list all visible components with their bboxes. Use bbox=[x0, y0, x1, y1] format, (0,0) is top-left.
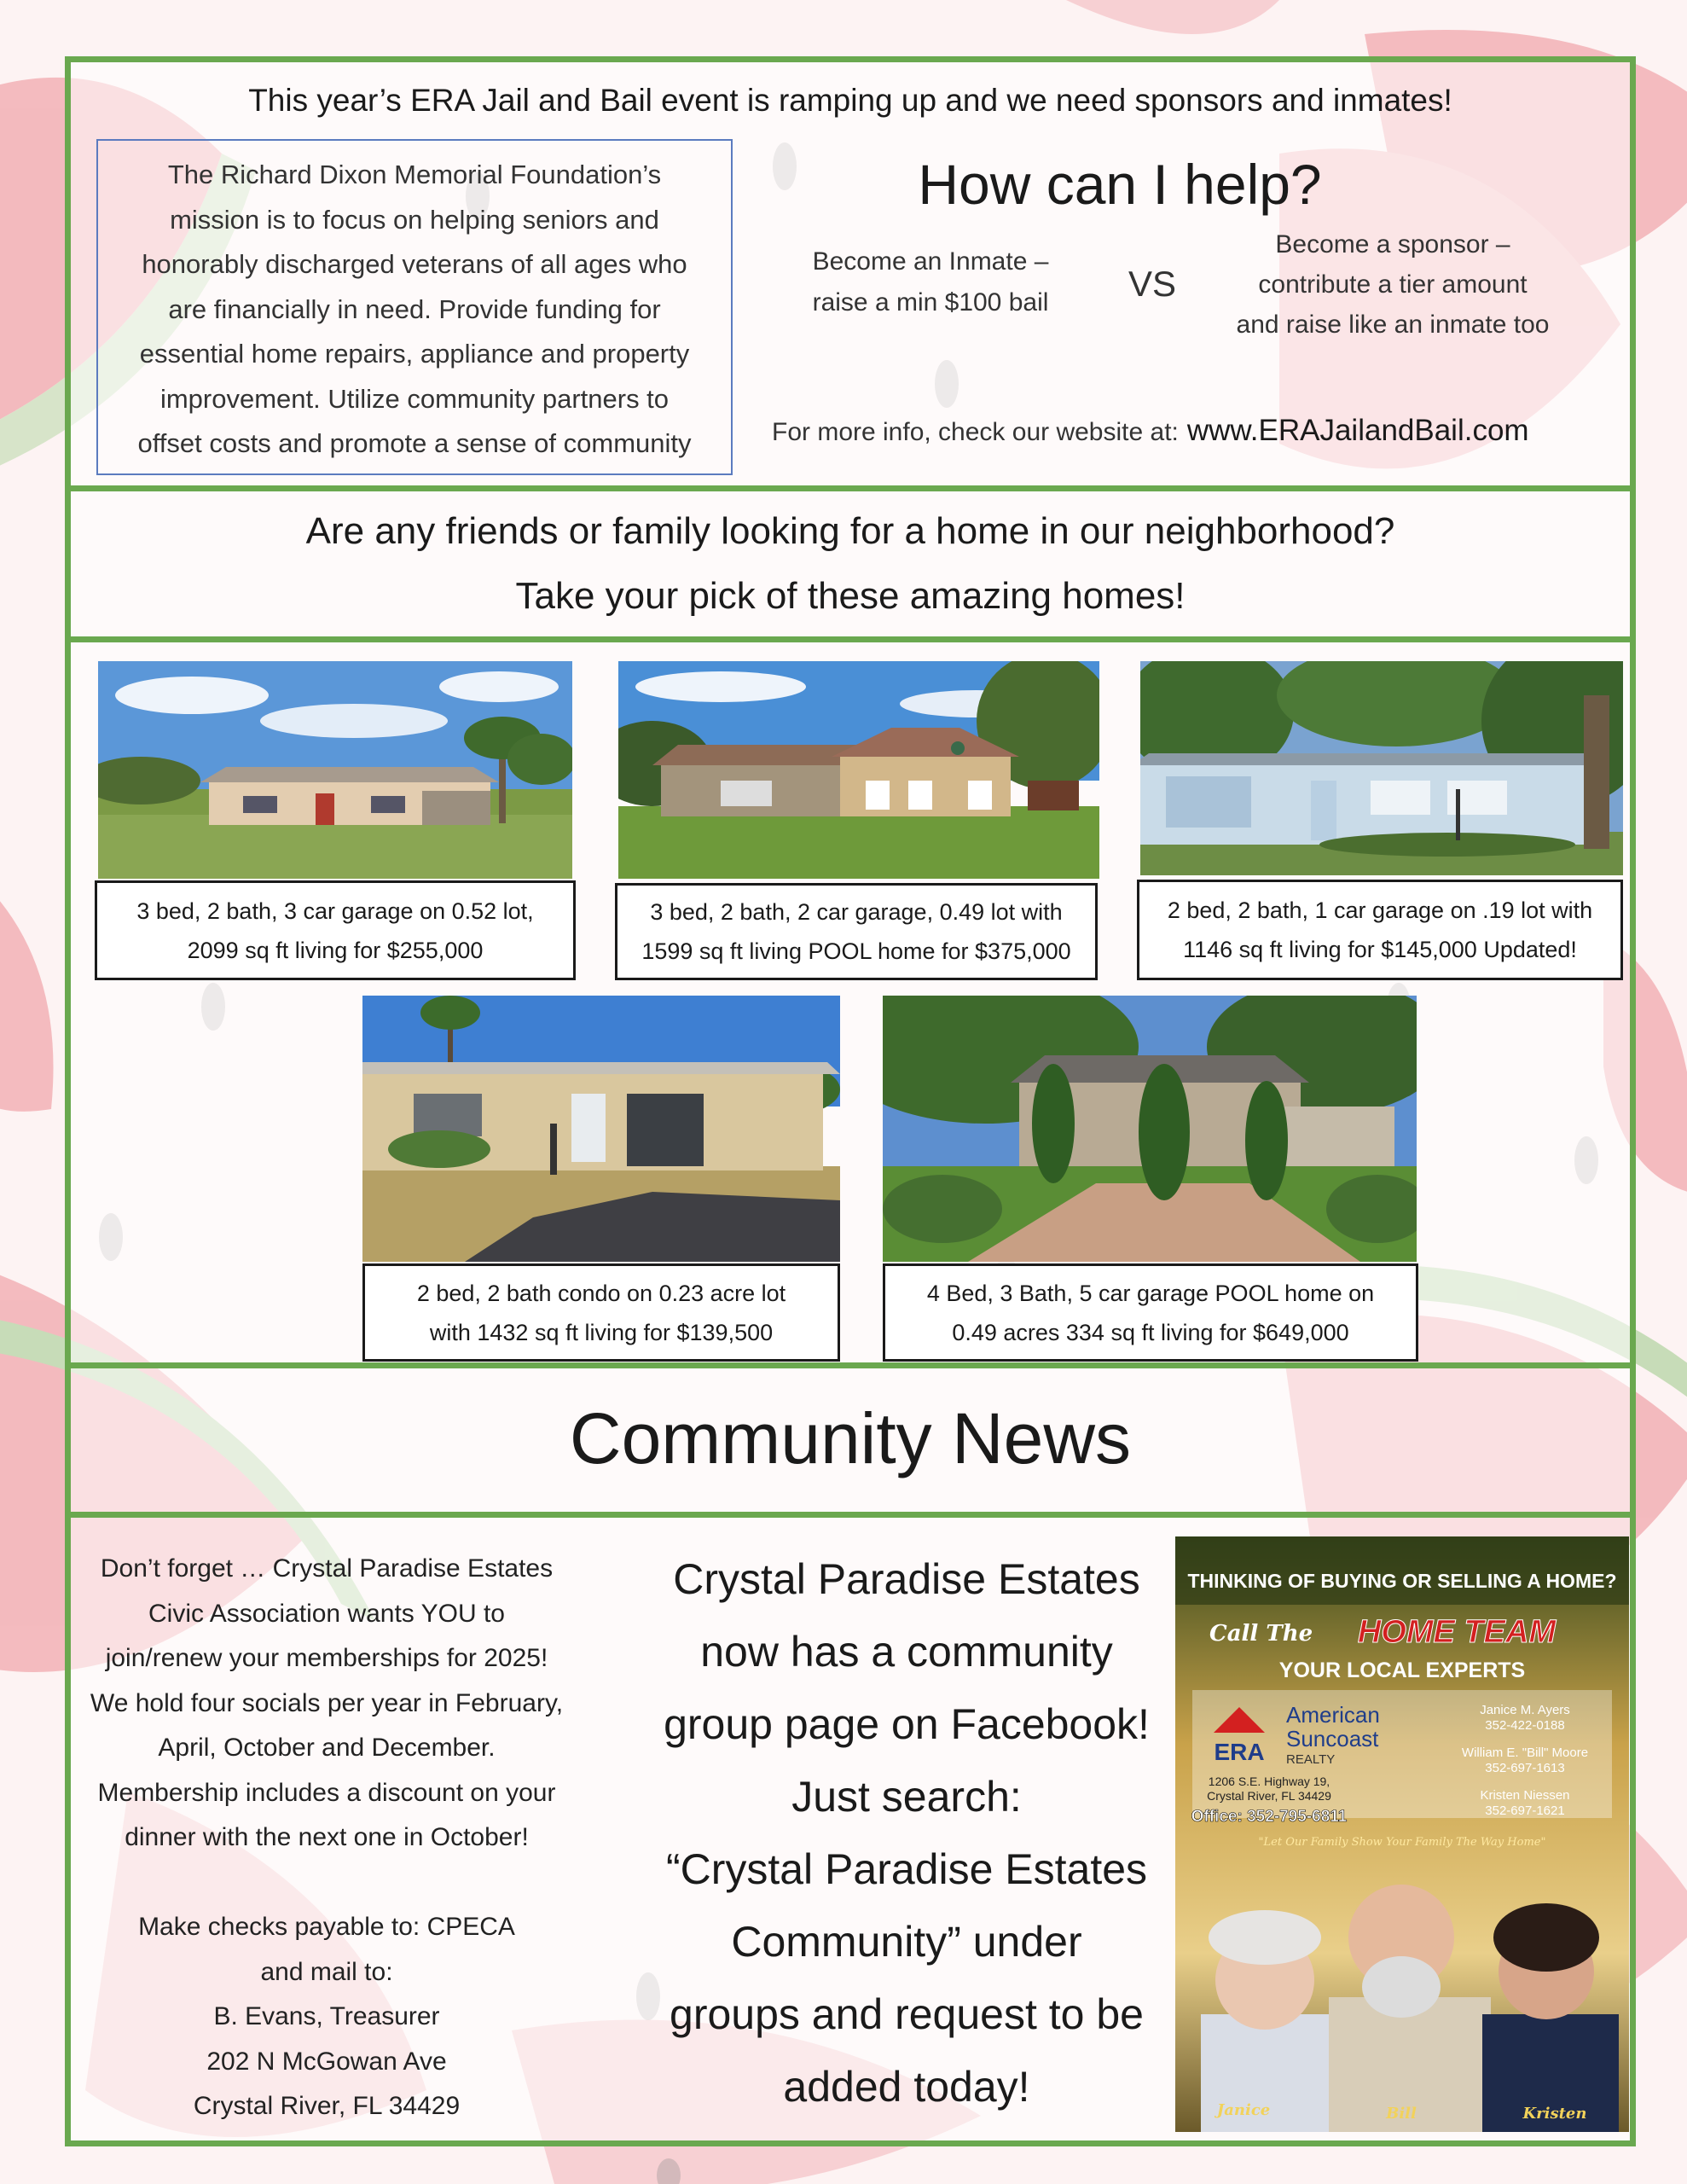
membership-spacer bbox=[88, 1861, 565, 1906]
listing-line: with 1432 sq ft living for $139,500 bbox=[429, 1319, 774, 1345]
listing-line: 4 Bed, 3 Bath, 5 car garage POOL home on bbox=[926, 1280, 1375, 1306]
membership-line: join/renew your memberships for 2025! bbox=[105, 1644, 548, 1672]
listing-line: 2099 sq ft living for $255,000 bbox=[187, 937, 484, 963]
listing-line: 1599 sq ft living POOL home for $375,000 bbox=[641, 938, 1071, 964]
listing-photo-2 bbox=[618, 661, 1099, 879]
facebook-line: “Crystal Paradise Estates bbox=[665, 1845, 1148, 1893]
membership-line: Membership includes a discount on your bbox=[97, 1778, 556, 1807]
facebook-line: group page on Facebook! bbox=[664, 1700, 1150, 1748]
more-info-text: For more info, check our website at: bbox=[772, 418, 1179, 446]
ad-name-janice: Janice bbox=[1216, 2101, 1271, 2119]
home-team-advertisement bbox=[1175, 1536, 1629, 2132]
mission-line: mission is to focus on helping seniors and bbox=[170, 204, 659, 235]
ad-name-kristen: Kristen bbox=[1522, 2105, 1587, 2123]
listing-line: 3 bed, 2 bath, 2 car garage, 0.49 lot with bbox=[650, 899, 1063, 925]
facebook-line: groups and request to be bbox=[670, 1990, 1144, 2038]
jail-and-bail-section bbox=[65, 56, 1636, 491]
listing-caption-1 bbox=[95, 880, 576, 980]
ad-agent3-name: Kristen Niessen bbox=[1480, 1788, 1570, 1803]
homes-intro-section bbox=[65, 485, 1636, 642]
facebook-line: Community” under bbox=[731, 1918, 1082, 1966]
facebook-line: Just search: bbox=[791, 1773, 1022, 1821]
ad-agent1-phone: 352-422-0188 bbox=[1485, 1718, 1565, 1733]
facebook-group-notice bbox=[634, 1543, 1180, 2123]
mission-line: The Richard Dixon Memorial Foundation’s bbox=[167, 160, 662, 189]
ad-address1: 1206 S.E. Highway 19, bbox=[1208, 1774, 1330, 1788]
listing-line: 3 bed, 2 bath, 3 car garage on 0.52 lot, bbox=[136, 897, 534, 924]
ad-address2: Crystal River, FL 34429 bbox=[1207, 1789, 1331, 1803]
ad-name-bill: Bill bbox=[1386, 2105, 1417, 2123]
community-news-header bbox=[65, 1362, 1636, 1518]
listing-caption-5 bbox=[883, 1263, 1418, 1362]
inmate-line: Become an Inmate – bbox=[812, 247, 1049, 276]
listings-section bbox=[65, 636, 1636, 1368]
listing-photo-5 bbox=[883, 996, 1417, 1262]
inmate-line: raise a min $100 bail bbox=[812, 288, 1049, 317]
website-link[interactable]: www.ERAJailandBail.com bbox=[1186, 414, 1529, 447]
listing-line: 2 bed, 2 bath condo on 0.23 acre lot bbox=[416, 1280, 786, 1306]
ad-call: Call The bbox=[1209, 1621, 1313, 1647]
sponsor-line: contribute a tier amount bbox=[1258, 270, 1528, 299]
help-title: How can I help? bbox=[918, 153, 1322, 216]
listing-photo-3 bbox=[1140, 661, 1623, 875]
membership-line: Civic Association wants YOU to bbox=[148, 1599, 505, 1628]
community-news-section bbox=[65, 1512, 1636, 2146]
homes-question: Are any friends or family looking for a home in our neighborhood? bbox=[305, 510, 1395, 552]
event-headline: This year’s ERA Jail and Bail event is ramping up and we need sponsors and inmates! bbox=[248, 83, 1452, 118]
ad-brand-realty: REALTY bbox=[1286, 1752, 1336, 1767]
ad-slogan: "Let Our Family Show Your Family The Way Home" bbox=[1258, 1836, 1546, 1849]
sponsor-option bbox=[1197, 224, 1589, 345]
mission-line: improvement. Utilize community partners to bbox=[159, 383, 670, 414]
listing-line: 1146 sq ft living for $145,000 Updated! bbox=[1183, 937, 1577, 962]
listing-line: 0.49 acres 334 sq ft living for $649,000 bbox=[952, 1319, 1349, 1345]
membership-line: April, October and December. bbox=[158, 1734, 496, 1762]
ad-agent3-phone: 352-697-1621 bbox=[1485, 1804, 1565, 1818]
listing-caption-2 bbox=[615, 883, 1098, 980]
membership-line: 202 N McGowan Ave bbox=[206, 2047, 447, 2076]
membership-line: B. Evans, Treasurer bbox=[213, 2002, 440, 2030]
community-news-title: Community News bbox=[569, 1398, 1132, 1478]
ad-agent2-phone: 352-697-1613 bbox=[1485, 1761, 1565, 1775]
more-info-line bbox=[772, 414, 1529, 448]
membership-line: We hold four socials per year in February, bbox=[90, 1688, 564, 1717]
sponsor-line: Become a sponsor – bbox=[1275, 230, 1510, 258]
ad-brand-era: ERA bbox=[1214, 1739, 1265, 1765]
inmate-option bbox=[768, 241, 1093, 323]
ad-team-photo bbox=[1201, 1885, 1619, 2132]
membership-line: Make checks payable to: CPECA bbox=[138, 1913, 515, 1941]
ad-brand-line1: American bbox=[1286, 1702, 1380, 1728]
ad-office-phone: Office: 352-795-6811 bbox=[1191, 1808, 1348, 1826]
mission-line: are financially in need. Provide funding for bbox=[168, 293, 661, 324]
sponsor-line: and raise like an inmate too bbox=[1236, 311, 1550, 339]
ad-brand-line2: Suncoast bbox=[1286, 1726, 1379, 1751]
mission-line: essential home repairs, appliance and property bbox=[139, 339, 690, 369]
ad-agent1-name: Janice M. Ayers bbox=[1480, 1703, 1570, 1717]
ad-agent2-name: William E. "Bill" Moore bbox=[1461, 1745, 1589, 1760]
facebook-line: added today! bbox=[783, 2063, 1030, 2111]
ad-team: HOME TEAM bbox=[1357, 1614, 1557, 1650]
ad-local-experts: YOUR LOCAL EXPERTS bbox=[1278, 1658, 1526, 1682]
membership-line: and mail to: bbox=[260, 1957, 393, 1986]
listing-caption-4 bbox=[362, 1263, 840, 1362]
membership-notice bbox=[88, 1547, 565, 2129]
membership-line: Don’t forget … Crystal Paradise Estates bbox=[100, 1554, 554, 1583]
listing-line: 2 bed, 2 bath, 1 car garage on .19 lot with bbox=[1167, 897, 1593, 923]
membership-line: Crystal River, FL 34429 bbox=[193, 2092, 461, 2120]
homes-callout: Take your pick of these amazing homes! bbox=[515, 575, 1186, 617]
facebook-line: Crystal Paradise Estates bbox=[673, 1555, 1140, 1603]
listing-photo-4 bbox=[362, 996, 840, 1262]
mission-line: honorably discharged veterans of all ages who bbox=[142, 249, 687, 279]
mission-line: offset costs and promote a sense of community bbox=[137, 428, 692, 458]
facebook-line: now has a community bbox=[700, 1628, 1113, 1676]
membership-line: dinner with the next one in October! bbox=[125, 1823, 529, 1851]
listing-caption-3 bbox=[1137, 880, 1623, 980]
versus-label: VS bbox=[1128, 264, 1177, 304]
listing-photo-1 bbox=[98, 661, 572, 879]
ad-headline: THINKING OF BUYING OR SELLING A HOME? bbox=[1187, 1570, 1617, 1592]
mission-statement-box bbox=[96, 139, 733, 475]
